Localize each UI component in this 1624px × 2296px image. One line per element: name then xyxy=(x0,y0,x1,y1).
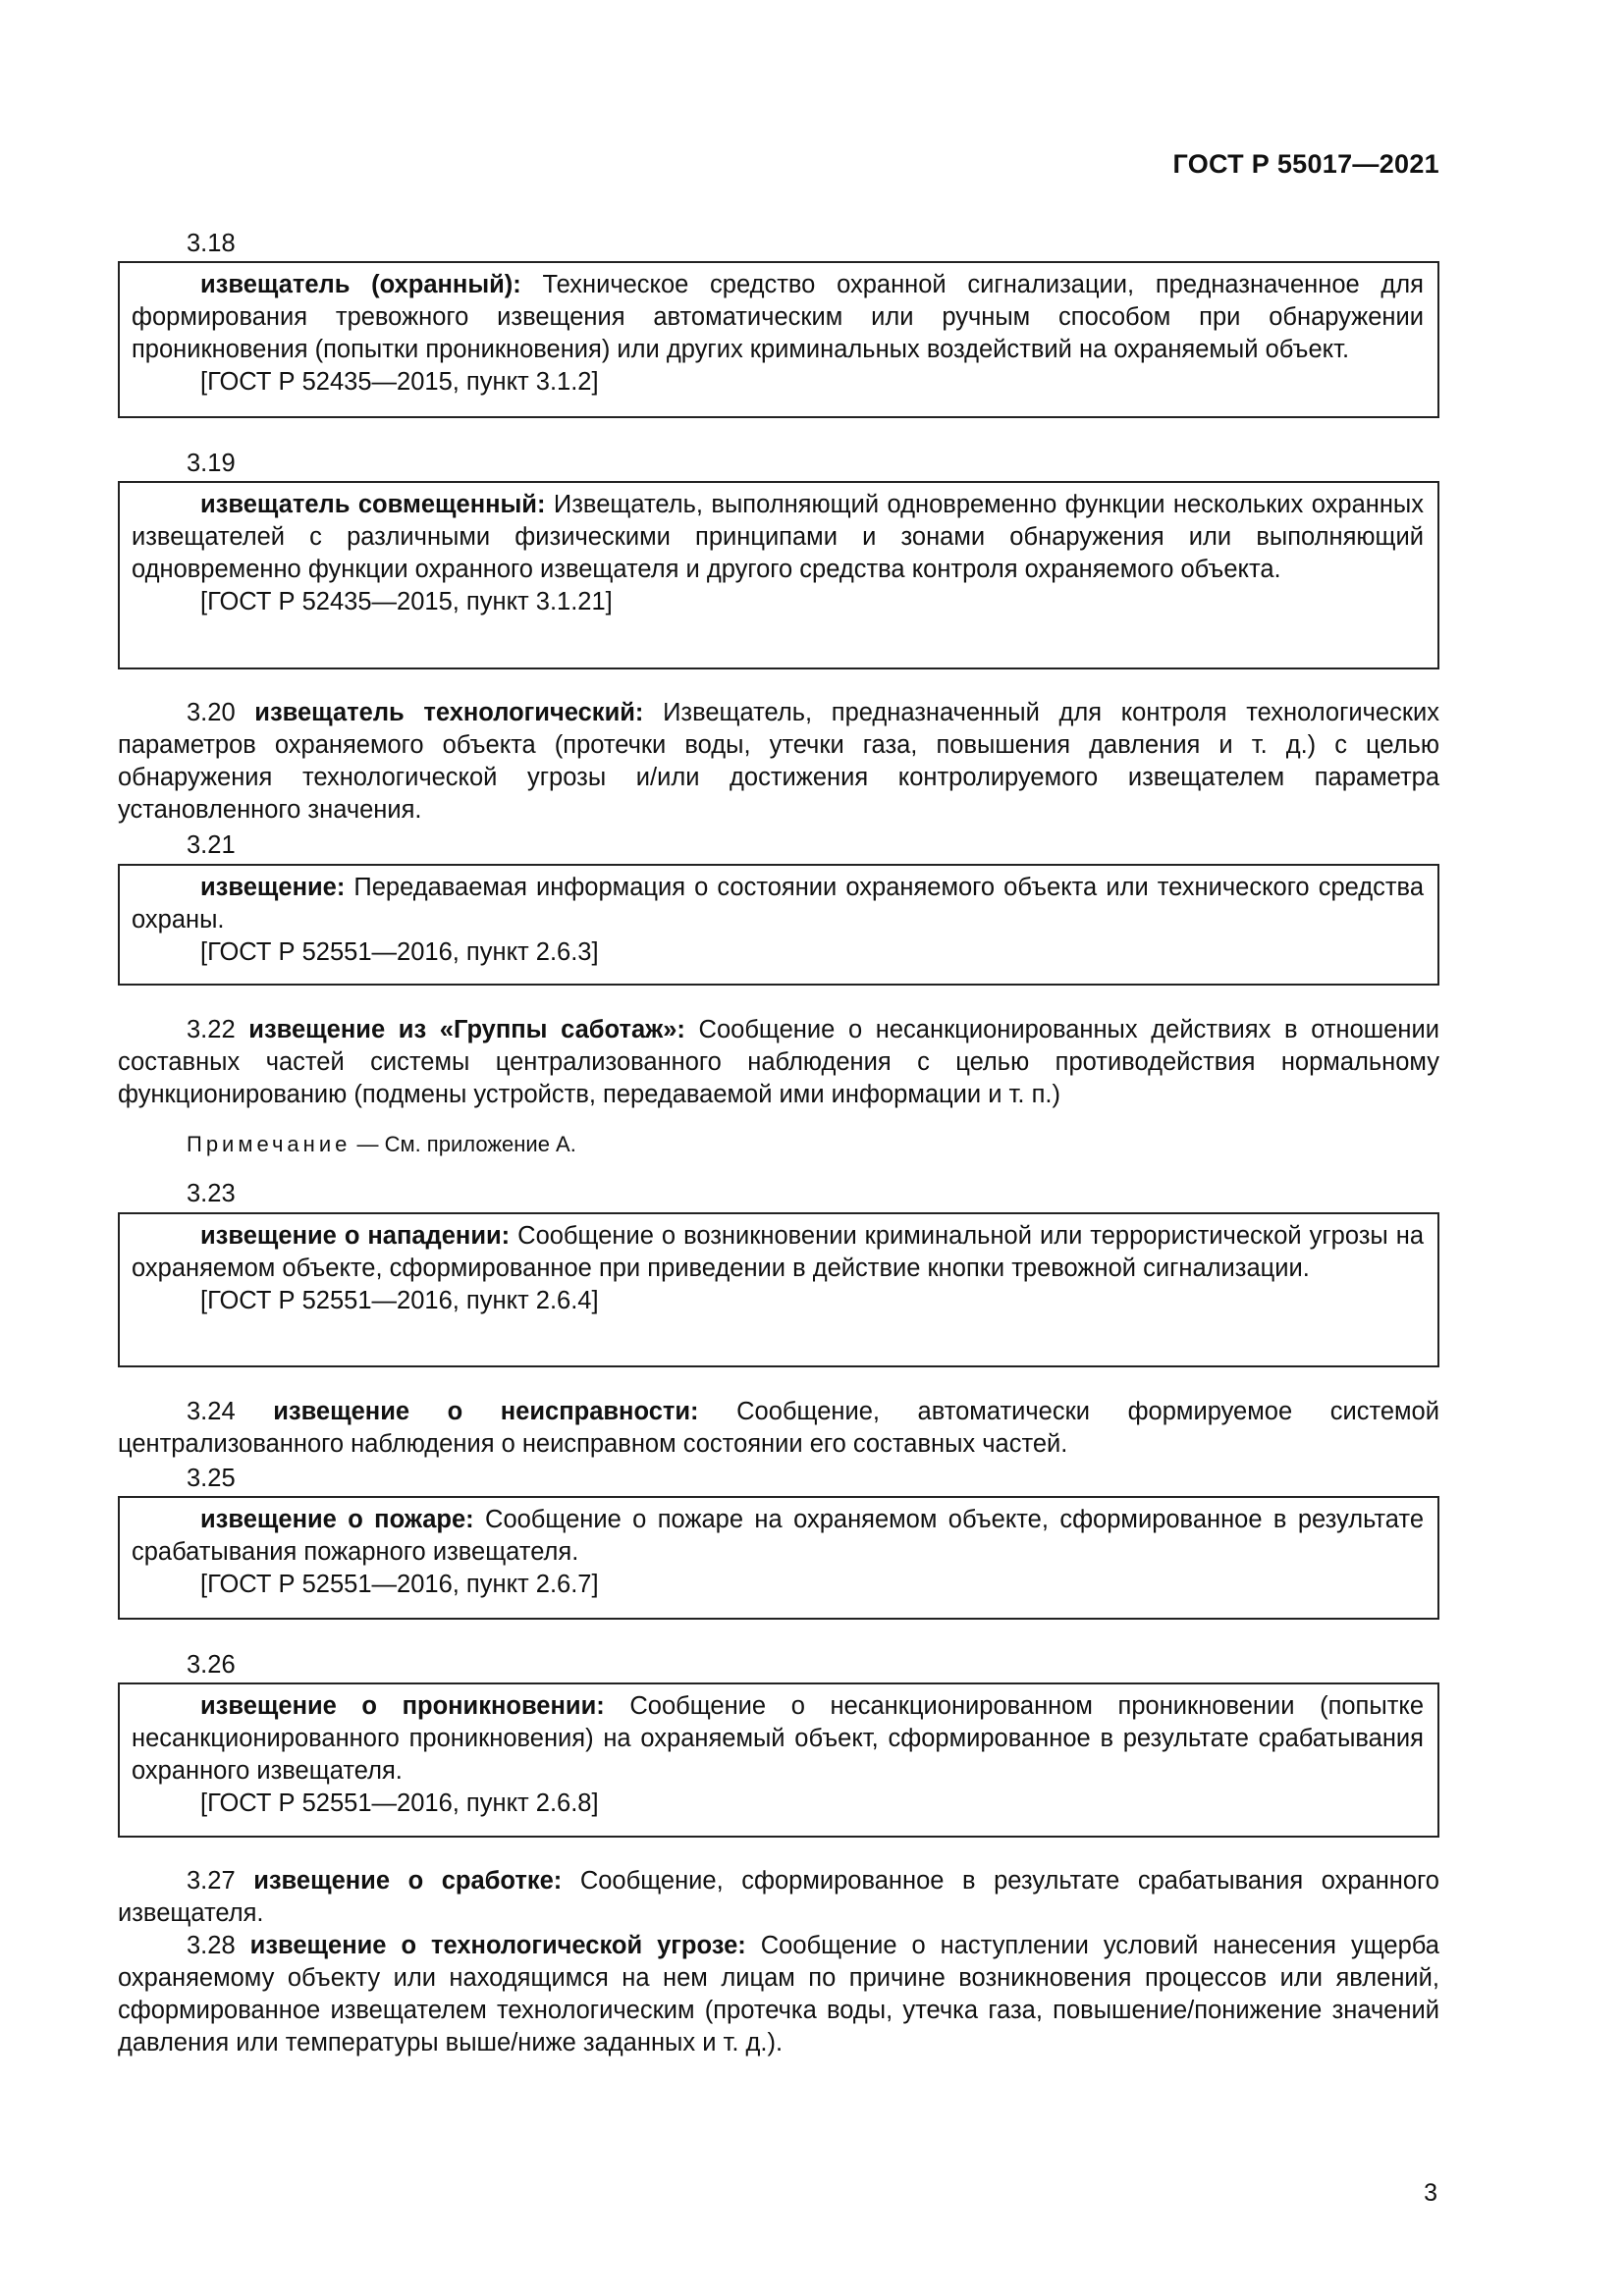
definition-text xyxy=(132,1690,1424,1788)
note xyxy=(187,1130,576,1159)
term: извещатель совмещенный: xyxy=(200,491,546,518)
definition-paragraph xyxy=(118,1014,1439,1111)
clause-number: 3.20 xyxy=(187,699,236,726)
term: извещение о технологической угрозе: xyxy=(249,1932,746,1959)
definition-box xyxy=(118,1682,1439,1838)
definition-box xyxy=(118,1212,1439,1367)
definition: Передаваемая информация о состоянии охраняемого объекта или технического средства охраны. xyxy=(132,874,1424,934)
definition-box xyxy=(118,864,1439,986)
term: извещение о пожаре: xyxy=(200,1506,474,1533)
source-reference: [ГОСТ Р 52551—2016, пункт 2.6.4] xyxy=(200,1287,599,1314)
term: извещение: xyxy=(200,874,346,901)
clause-number: 3.18 xyxy=(187,230,236,257)
definition-text xyxy=(132,1220,1424,1285)
clause-number: 3.22 xyxy=(187,1016,236,1043)
clause-number: 3.23 xyxy=(187,1180,236,1207)
clause-number: 3.19 xyxy=(187,450,236,477)
definition-text xyxy=(132,872,1424,936)
definition: Сообщение, сформированное в результате срабатывания охранного извещателя. xyxy=(118,1867,1439,1927)
definition: Извещатель, предназначенный для контроля технологических параметров охраняемого объекта (протечки воды, утечки газа, повышения давления и т. д.) с целью обнаружения технологической угрозы и/или достижения контролируемого извещателем параметра установленного значения. xyxy=(118,699,1439,824)
term: извещение о нападении: xyxy=(200,1222,511,1250)
source-reference: [ГОСТ Р 52551—2016, пункт 2.6.8] xyxy=(200,1789,599,1817)
definition: Сообщение о несанкционированных действиях в отношении составных частей системы централизованного наблюдения с целью противодействия нормальному функционированию (подмены устройств, передаваемой ими информации и т. п.) xyxy=(118,1016,1439,1108)
definition: Сообщение о пожаре на охраняемом объекте, сформированное в результате срабатывания пожарного извещателя. xyxy=(132,1506,1424,1566)
definition-paragraph xyxy=(118,1865,1439,2059)
definition-paragraph xyxy=(118,697,1439,827)
term: извещение о проникновении: xyxy=(200,1692,605,1720)
source-reference: [ГОСТ Р 52551—2016, пункт 2.6.7] xyxy=(200,1571,599,1598)
definition: Сообщение о несанкционированном проникновении (попытке несанкционированного проникновения) на охраняемый объект, сформированное в результате срабатывания охранного извещателя. xyxy=(132,1692,1424,1785)
definition: Техническое средство охранной сигнализации, предназначенное для формирования тревожного извещения автоматическим или ручным способом при обнаружении проникновения (попытки проникновения) или других криминальных воздействий на охраняемый объект. xyxy=(132,271,1424,363)
definition: Сообщение о наступлении условий нанесения ущерба охраняемому объекту или находящимся на нем лицам по причине возникновения процессов или явлений, сформированное извещателем технологическим (протечка воды, утечка газа, повышение/понижение значений давления или температуры выше/ниже заданных и т. д.). xyxy=(118,1932,1439,2056)
note-label: Примечание xyxy=(187,1132,352,1156)
clause-number: 3.24 xyxy=(187,1398,236,1425)
source-reference: [ГОСТ Р 52551—2016, пункт 2.6.3] xyxy=(200,938,599,966)
definition-text xyxy=(132,1504,1424,1569)
term: извещатель технологический: xyxy=(254,699,644,726)
note-text: — См. приложение А. xyxy=(351,1132,576,1156)
definition-box xyxy=(118,481,1439,669)
clause-number: 3.28 xyxy=(187,1932,236,1959)
clause-number: 3.25 xyxy=(187,1465,236,1492)
source-reference: [ГОСТ Р 52435—2015, пункт 3.1.21] xyxy=(200,588,613,615)
definition-paragraph xyxy=(118,1396,1439,1461)
definition-box xyxy=(118,1496,1439,1620)
term: извещение из «Группы саботаж»: xyxy=(248,1016,685,1043)
definition: Сообщение, автоматически формируемое системой централизованного наблюдения о неисправном состоянии его составных частей. xyxy=(118,1398,1439,1458)
definition-box xyxy=(118,261,1439,418)
source-reference: [ГОСТ Р 52435—2015, пункт 3.1.2] xyxy=(200,368,599,396)
term: извещение о неисправности: xyxy=(273,1398,699,1425)
clause-number: 3.21 xyxy=(187,831,236,859)
term: извещатель (охранный): xyxy=(200,271,521,298)
term: извещение о сработке: xyxy=(253,1867,563,1895)
page-number: 3 xyxy=(1424,2179,1437,2207)
definition-text xyxy=(132,489,1424,586)
document-header: ГОСТ Р 55017—2021 xyxy=(1172,149,1439,179)
definition-text xyxy=(132,269,1424,366)
clause-number: 3.27 xyxy=(187,1867,236,1895)
clause-number: 3.26 xyxy=(187,1651,236,1679)
definition: Извещатель, выполняющий одновременно функции нескольких охранных извещателей с различными физическими принципами и зонами обнаружения или выполняющий одновременно функции охранного извещателя и другого средства контроля охраняемого объекта. xyxy=(132,491,1424,583)
definition: Сообщение о возникновении криминальной или террористической угрозы на охраняемом объекте, сформированное при приведении в действие кнопки тревожной сигнализации. xyxy=(132,1222,1424,1282)
